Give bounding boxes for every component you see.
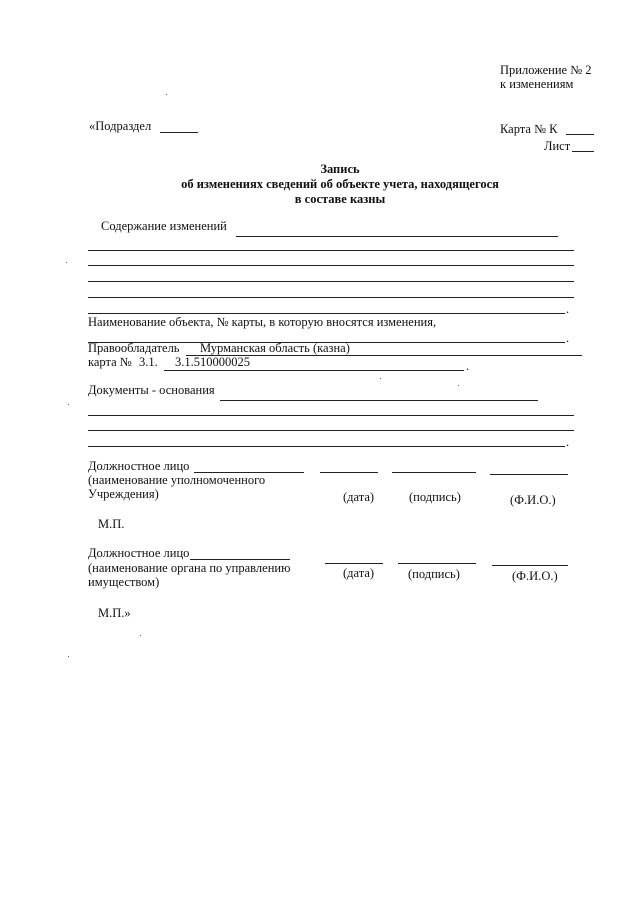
sheet-label: Лист bbox=[544, 139, 571, 153]
documents-field-line-1[interactable] bbox=[220, 400, 538, 401]
changes-field-line-2[interactable] bbox=[88, 250, 574, 251]
official1-fio-caption: (Ф.И.О.) bbox=[510, 493, 556, 507]
scan-speck bbox=[458, 385, 459, 386]
card-no-prefix: 3.1. bbox=[139, 355, 158, 369]
changes-field-line-1[interactable] bbox=[236, 236, 558, 237]
official2-name-field[interactable] bbox=[190, 559, 290, 560]
changes-field-line-3[interactable] bbox=[88, 265, 574, 266]
official2-stamp: М.П.» bbox=[98, 606, 131, 620]
official1-label: Должностное лицо bbox=[88, 459, 190, 473]
changes-field-line-4[interactable] bbox=[88, 281, 574, 282]
official2-date-caption: (дата) bbox=[343, 566, 375, 580]
official1-date-caption: (дата) bbox=[343, 490, 375, 504]
record-title: Запись bbox=[320, 162, 360, 176]
object-name-label: Наименование объекта, № карты, в которую вносятся изменения, bbox=[88, 315, 437, 329]
official1-sub2: Учреждения) bbox=[88, 487, 159, 501]
record-title-line3: в составе казны bbox=[294, 192, 386, 206]
official1-fio-field[interactable] bbox=[490, 474, 568, 475]
card-no-label: карта № bbox=[88, 355, 132, 369]
official2-sub1: (наименование органа по управлению bbox=[88, 561, 291, 575]
changes-end-dot: . bbox=[566, 302, 570, 316]
documents-label: Документы - основания bbox=[88, 383, 215, 397]
official2-fio-field[interactable] bbox=[492, 565, 568, 566]
subsection-field[interactable] bbox=[160, 132, 198, 133]
scan-speck bbox=[380, 378, 381, 379]
scan-speck bbox=[68, 656, 69, 657]
scan-speck bbox=[66, 262, 67, 263]
official2-date-field[interactable] bbox=[325, 563, 383, 564]
documents-field-line-2[interactable] bbox=[88, 415, 574, 416]
official2-signature-field[interactable] bbox=[398, 563, 476, 564]
documents-end-dot: . bbox=[566, 435, 570, 449]
official2-sub2: имуществом) bbox=[88, 575, 160, 589]
sheet-number-field[interactable] bbox=[572, 151, 594, 152]
documents-field-line-3[interactable] bbox=[88, 430, 574, 431]
changes-field-line-6[interactable] bbox=[88, 313, 565, 314]
official1-sub1: (наименование уполномоченного bbox=[88, 473, 266, 487]
official1-signature-caption: (подпись) bbox=[409, 490, 461, 504]
record-title-line2: об изменениях сведений об объекте учета, находящегося bbox=[181, 177, 499, 191]
appendix-subtitle: к изменениям bbox=[500, 77, 574, 91]
owner-value: Мурманская область (казна) bbox=[200, 341, 350, 355]
changes-label: Содержание изменений bbox=[101, 219, 227, 233]
official1-signature-field[interactable] bbox=[392, 472, 476, 473]
owner-label: Правообладатель bbox=[88, 341, 180, 355]
card-no-end-dot: . bbox=[466, 359, 470, 373]
scan-speck bbox=[166, 94, 167, 95]
official2-signature-caption: (подпись) bbox=[408, 567, 460, 581]
scan-speck bbox=[140, 635, 141, 636]
scan-speck bbox=[68, 404, 69, 405]
appendix-number: Приложение № 2 bbox=[500, 63, 592, 77]
official1-date-field[interactable] bbox=[320, 472, 378, 473]
card-label: Карта № К bbox=[500, 122, 558, 136]
documents-field-line-4[interactable] bbox=[88, 446, 565, 447]
object-name-end-dot: . bbox=[566, 331, 570, 345]
card-no-field[interactable] bbox=[164, 370, 464, 371]
changes-field-line-5[interactable] bbox=[88, 297, 574, 298]
card-number-field[interactable] bbox=[566, 134, 594, 135]
card-no-value: 3.1.510000025 bbox=[175, 355, 250, 369]
official2-label: Должностное лицо bbox=[88, 546, 190, 560]
official1-stamp: М.П. bbox=[98, 517, 125, 531]
subsection-label: «Подраздел bbox=[89, 119, 152, 133]
official2-fio-caption: (Ф.И.О.) bbox=[512, 569, 558, 583]
